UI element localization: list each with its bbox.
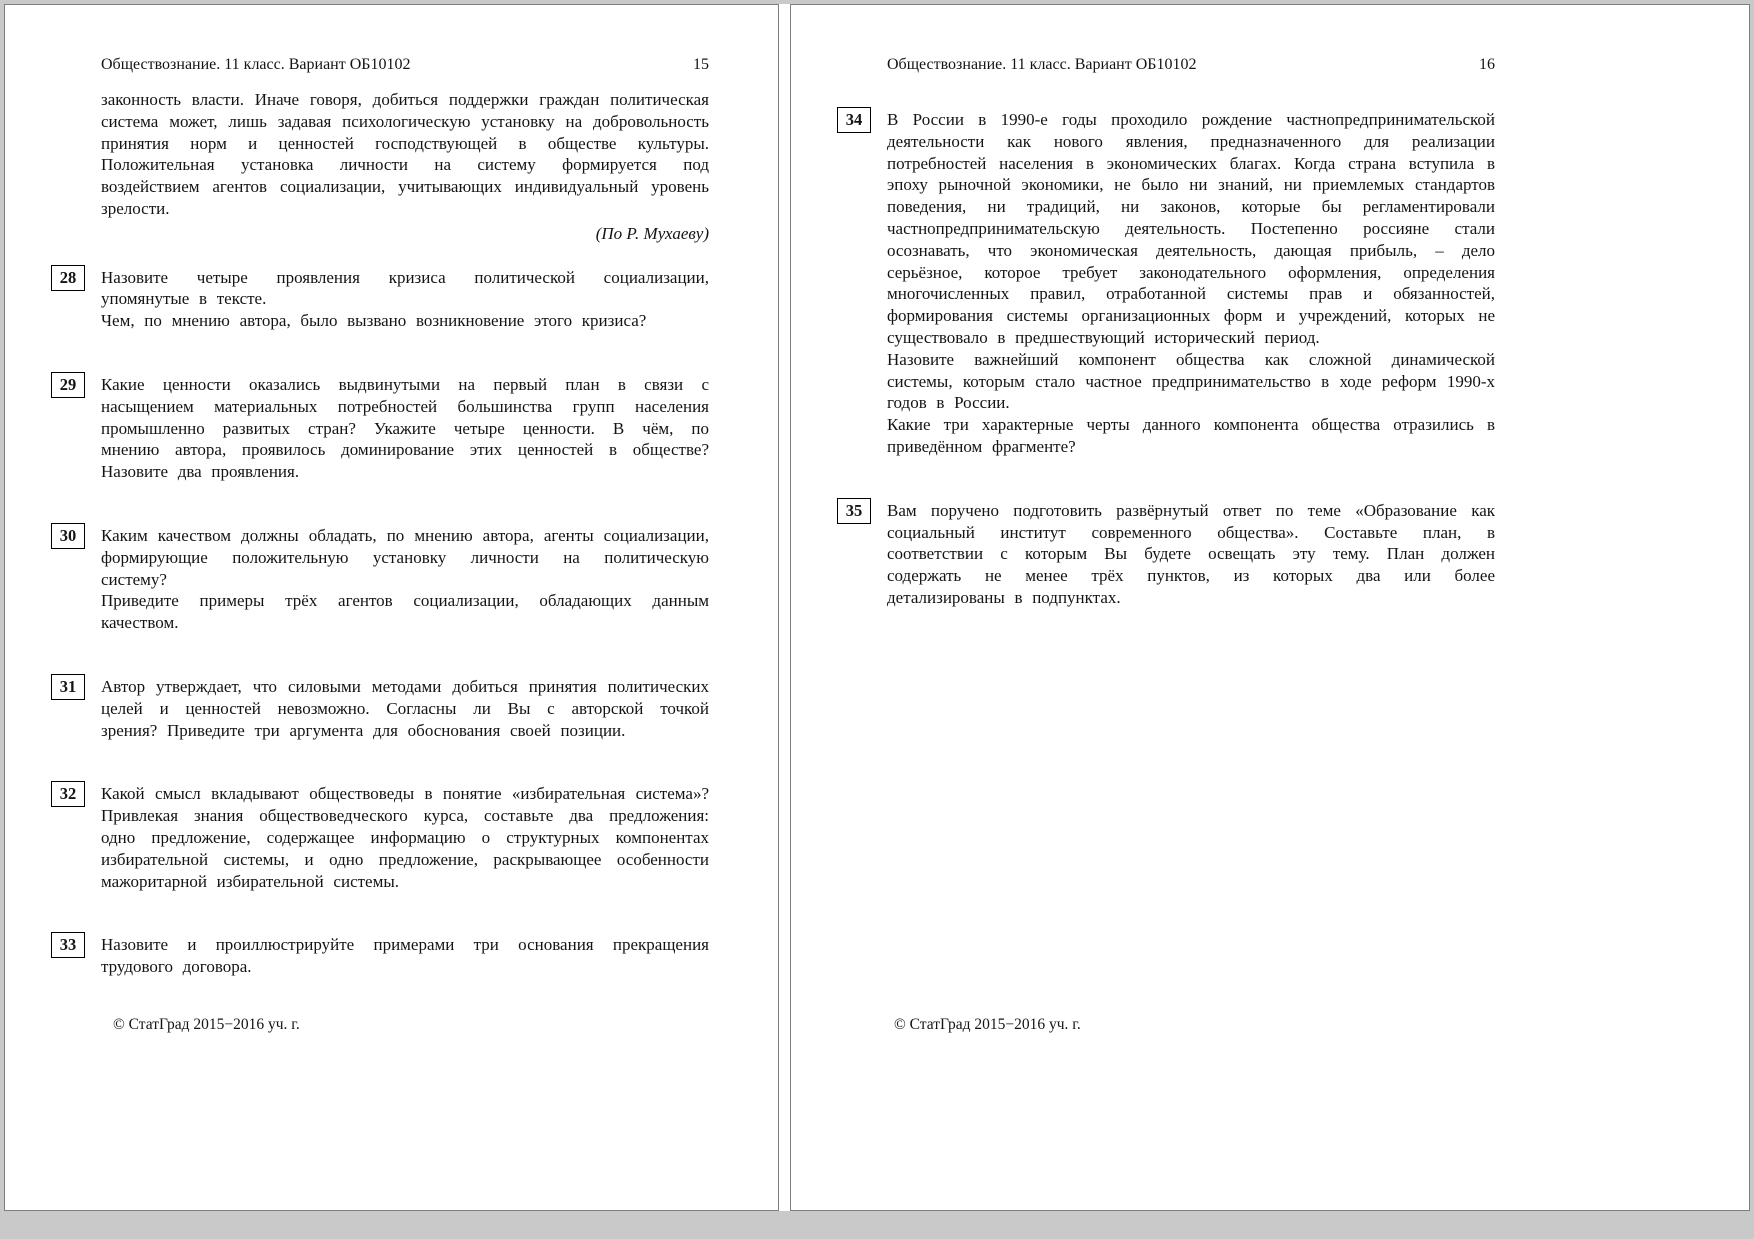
intro-text: законность власти. Иначе говоря, добиться поддержки граждан политическая система может, лишь задавая психологическую установку на добровольность принятия норм и ценностей господствующей в обществе культуры. Положительная установка личности на систему формируется под воздействием агентов социализации, учитывающих индивидуальный уровень зрелости. [101,90,709,218]
question-text [887,500,1495,609]
question-text [101,267,709,332]
right-page [791,5,1749,1210]
question-text [101,783,709,892]
question-number-box: 30 [51,523,85,549]
page-number: 15 [693,56,709,73]
question-text [101,525,709,634]
document-spread [4,4,1750,1211]
page-header [101,55,709,75]
question-number-box: 29 [51,372,85,398]
question-34 [845,109,1495,458]
question-number-box: 34 [837,107,871,133]
question-30 [59,525,709,634]
question-number-box: 31 [51,674,85,700]
question-number-box: 32 [51,781,85,807]
question-paragraph: Какие ценности оказались выдвинутыми на первый план в связи с насыщением материальных потребностей большинства групп населения промышленно развитых стран? Укажите четыре ценности. В чём, по мнению автора, проявилось доминирование этих ценностей в обществе? Назовите два проявления. [101,374,709,482]
question-paragraph: Автор утверждает, что силовыми методами добиться принятия политических целей и ценностей невозможно. Согласны ли Вы с авторской точкой зрения? Приведите три аргумента для обоснования своей позиции. [101,676,709,740]
question-35 [845,500,1495,609]
page-footer: © СтатГрад 2015−2016 уч. г. [894,1016,1081,1033]
left-page-content [59,55,709,978]
page-header [887,55,1495,75]
question-text [101,374,709,483]
page-title: Обществознание. 11 класс. Вариант ОБ10102 [887,56,1197,73]
right-page-content [845,55,1495,609]
question-text [101,934,709,978]
question-paragraph: Чем, по мнению автора, было вызвано возникновение этого кризиса? [101,311,647,331]
page-footer: © СтатГрад 2015−2016 уч. г. [113,1016,300,1033]
question-paragraph: Назовите и проиллюстрируйте примерами три основания прекращения трудового договора. [101,935,709,977]
question-29 [59,374,709,483]
question-paragraph: Какой смысл вкладывают обществоведы в понятие «избирательная система»? Привлекая знания обществоведческого курса, составьте два предложения: одно предложение, содержащее информацию о структурных компонентах избирательной системы, и одно предложение, раскрывающее особенности мажоритарной избирательной системы. [101,784,709,891]
question-33 [59,934,709,978]
question-number-box: 28 [51,265,85,291]
left-page [5,5,778,1210]
question-number-box: 35 [837,498,871,524]
question-paragraph: Какие три характерные черты данного компонента общества отразились в приведённом фрагменте? [887,415,1495,456]
question-paragraph: В России в 1990-е годы проходило рождение частнопредпринимательской деятельности как нового явления, предназначенного для реализации потребностей населения в экономических благах. Когда страна вступила в эпоху рыночной экономики, не было ни знаний, ни приемлемых стандартов поведения, ни традиций, ни законов, которые бы регламентировали частнопредпринимательскую деятельность. Постепенно россияне стали осознавать, что экономическая деятельность, дающая прибыль, – дело серьёзное, которое требует законодательного оформления, определения многочисленных правил, отработанной системы прав и обязанностей, формирования системы организационных форм и учреждений, которых не существовало в предшествующий исторический период. [887,110,1495,347]
question-32 [59,783,709,892]
intro-paragraph [101,89,709,220]
page-number: 16 [1479,56,1495,73]
question-text [887,109,1495,458]
question-28 [59,267,709,332]
page-divider [778,4,791,1211]
page-title: Обществознание. 11 класс. Вариант ОБ10102 [101,56,411,73]
question-paragraph: Назовите важнейший компонент общества как сложной динамической системы, которым стало частное предпринимательство в ходе реформ 1990-х годов в России. [887,349,1495,413]
attribution: (По Р. Мухаеву) [595,223,709,243]
question-text [101,676,709,741]
question-paragraph: Приведите примеры трёх агентов социализации, обладающих данным качеством. [101,591,709,633]
question-number-box: 33 [51,932,85,958]
question-paragraph: Вам поручено подготовить развёрнутый ответ по теме «Образование как социальный институт современного общества». Составьте план, в соответствии с которым Вы будете освещать эту тему. План должен содержать не менее трёх пунктов, из которых два или более детализированы в подпунктах. [887,500,1495,607]
question-paragraph: Назовите четыре проявления кризиса политической социализации, упомянутые в тексте. [101,267,709,309]
question-paragraph: Каким качеством должны обладать, по мнению автора, агенты социализации, формирующие положительную установку личности на политическую систему? [101,525,709,589]
question-31 [59,676,709,741]
